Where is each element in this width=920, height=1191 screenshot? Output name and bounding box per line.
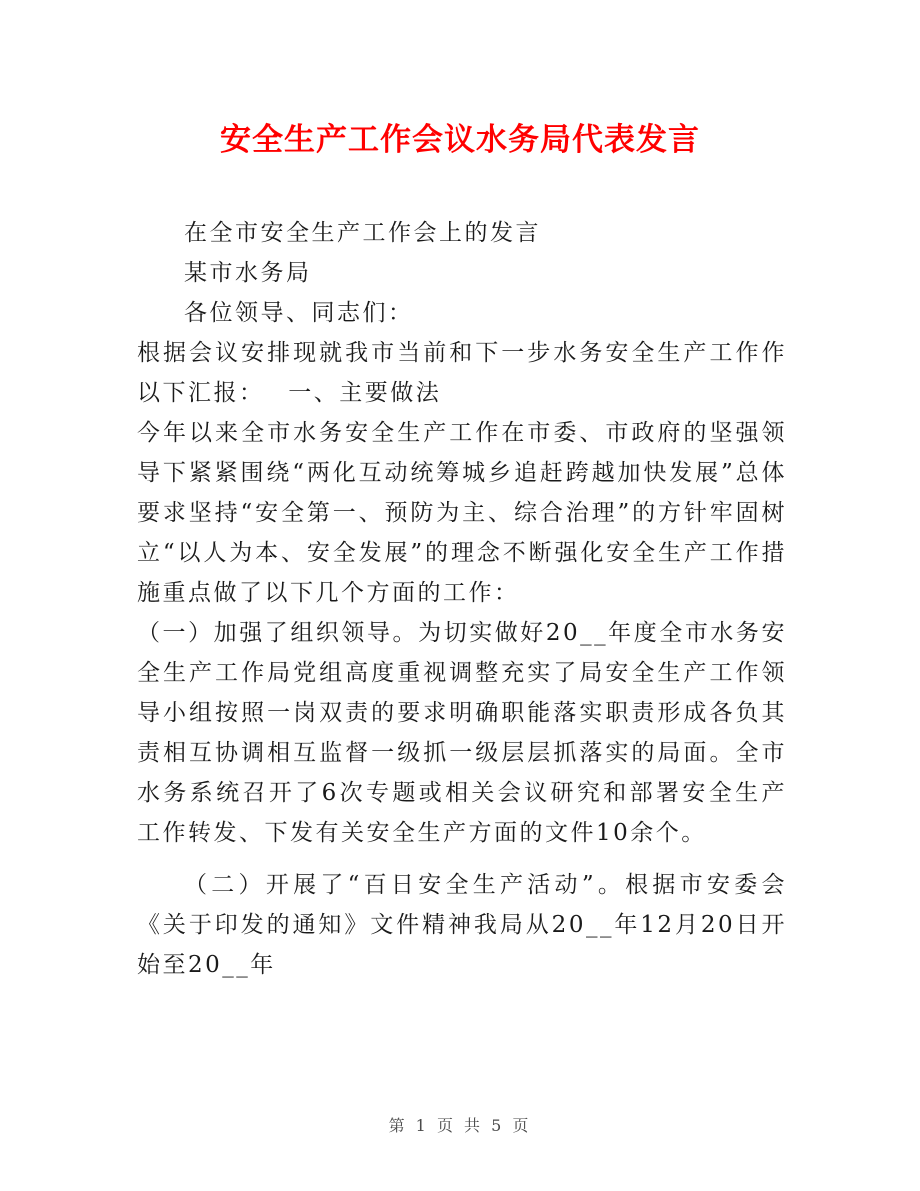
page-footer: 第 1 页 共 5 页 (388, 1116, 532, 1135)
speech-heading: 在全市安全生产工作会上的发言 (184, 220, 541, 246)
speaker-organization: 某市水务局 (184, 260, 312, 286)
document-title: 安全生产工作会议水务局代表发言 (220, 122, 700, 158)
salutation: 各位领导、同志们： (184, 300, 414, 326)
body-paragraph: （一）加强了组织领导。为切实做好20__年度全市水务安全生产工作局党组高度重视调整充实了局安全生产工作领导小组按照一岗双责的要求明确职能落实职责形成各负其责相互协调相互监督一级抓一级层层抓落实的局面。全市水务系统召开了6次专题或相关会议研究和部署安全生产工作转发、下发有关安全生产方面的文件10余个。 (137, 620, 787, 846)
document-body (137, 213, 787, 985)
body-paragraph: 根据会议安排现就我市当前和下一步水务安全生产工作作以下汇报： 一、主要做法 (137, 340, 787, 406)
body-paragraph: 今年以来全市水务安全生产工作在市委、市政府的坚强领导下紧紧围绕“两化互动统筹城乡追赶跨越加快发展”总体要求坚持“安全第一、预防为主、综合治理”的方针牢固树立“以人为本、安全发展”的理念不断强化安全生产工作措施重点做了以下几个方面的工作： (137, 420, 787, 606)
body-paragraph: （二）开展了“百日安全生产活动”。根据市安委会《关于印发的通知》文件精神我局从20__年12月20日开始至20__年 (137, 872, 787, 978)
